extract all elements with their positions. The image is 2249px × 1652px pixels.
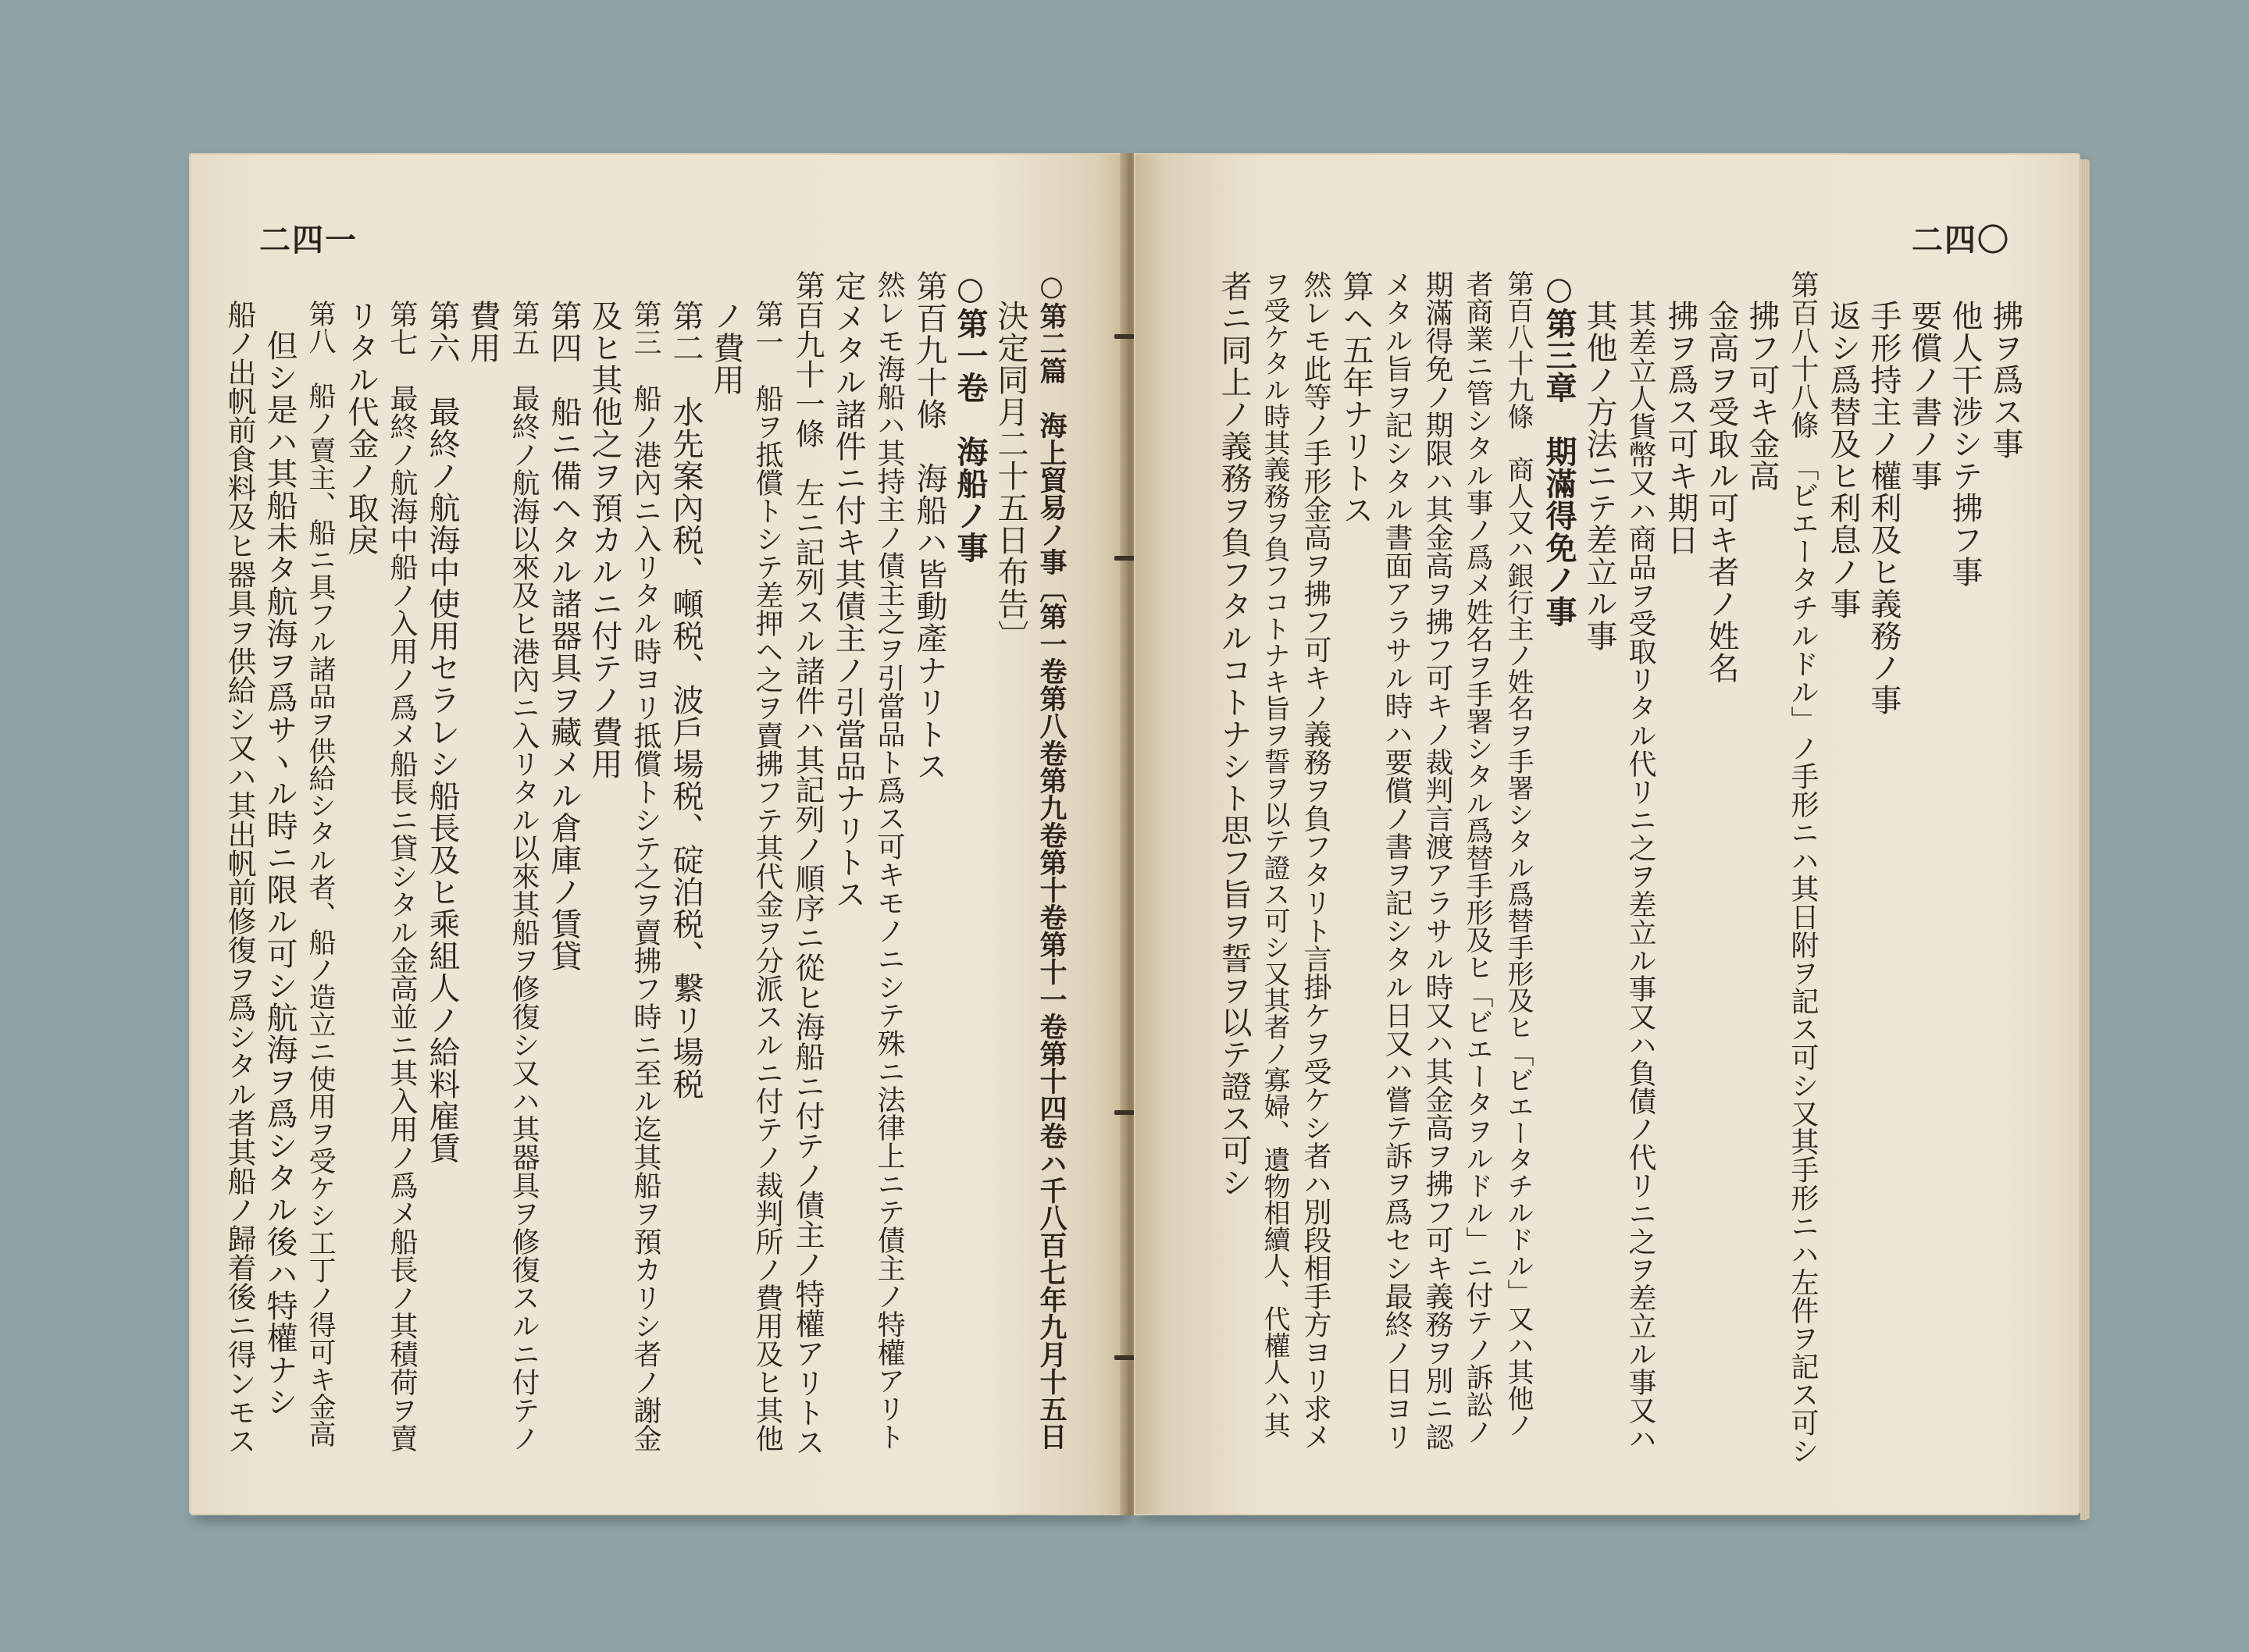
text-line: 手形持主ノ權利及ヒ義務ノ事 — [1866, 300, 1901, 716]
text-line: 其差立人貨幣又ハ商品ヲ受取リタル代リニ之ヲ差立ル事又ハ負債ノ代リニ之ヲ差立ル事又ハ — [1624, 300, 1656, 1452]
text-line: 期滿得免ノ期限ハ其金高ヲ拂フ可キノ裁判言渡アラサル時又ハ其金高ヲ拂フ可キ義務ヲ別ニ認 — [1421, 270, 1453, 1451]
open-book — [189, 153, 2080, 1515]
text-line: 費用 — [465, 300, 501, 364]
text-line: ○第一卷 海船ノ事 — [952, 270, 989, 564]
text-line: ヲ受ケタル時其義務ヲ負フコトナキ旨ヲ誓ヲ以テ證ス可シ又其者ノ寡婦、遺物相續人、代權人ハ其 — [1259, 270, 1290, 1438]
text-line: 然レモ此等ノ手形金高ヲ拂フ可キノ義務ヲ負フタリト言掛ケヲ受ケシ者ハ別段相手方ヨリ求メ — [1299, 270, 1331, 1451]
text-line: ○第三章 期滿得免ノ事 — [1541, 270, 1577, 628]
text-line: 算ヘ五年ナリトス — [1338, 270, 1374, 526]
text-line: 但シ是ハ其船未タ航海ヲ爲サヽル時ニ限ル可シ航海ヲ爲シタル後ハ特權ナシ — [262, 329, 298, 1418]
text-line: ○第二篇 海上貿易ノ事〔第一卷第八卷第九卷第十卷第十一卷第十四卷ハ千八百七年九月十五日 — [1035, 270, 1067, 1450]
left-page — [189, 153, 1126, 1515]
text-line: 返シ爲替及ヒ利息ノ事 — [1825, 300, 1861, 620]
text-line: 要償ノ書ノ事 — [1906, 300, 1942, 492]
text-line: 第百九十條 海船ハ皆動產ナリトス — [911, 270, 947, 782]
text-line: メタル旨ヲ記シタル書面アラサル時ハ要償ノ書ヲ記シタル日又ハ嘗テ訴ヲ爲セシ最終ノ日ヨリ — [1381, 270, 1413, 1451]
text-line: 金高ヲ受取ル可キ者ノ姓名 — [1703, 300, 1739, 684]
text-line: ノ費用 — [708, 300, 744, 396]
text-line: 第八 船ノ賣主、船ニ具フル諸品ヲ供給シタル者、船ノ造立ニ使用ヲ受ケシ工丁ノ得可キ金高 — [305, 300, 336, 1447]
text-line: 第百九十一條 左ニ記列スル諸件ハ其記列ノ順序ニ從ヒ海船ニ付テノ債主ノ特權アリトス — [790, 270, 825, 1457]
text-line: 然レモ海船ハ其持主ノ債主之ヲ引當品ト爲ス可キモノニシテ殊ニ法律上ニテ債主ノ特權アリト — [873, 270, 905, 1451]
text-line: 第六 最終ノ航海中使用セラレシ船長及ヒ乘組人ノ給料雇賃 — [424, 300, 460, 1164]
text-line: リタル代金ノ取戾 — [343, 300, 379, 556]
text-line: 決定同月二十五日布告〕 — [993, 300, 1028, 652]
text-line: 船ノ出帆前食料及ヒ器具ヲ供給シ又ハ其出帆前修復ヲ爲シタル者其船ノ歸着後ニ得ンモス — [223, 300, 256, 1455]
right-page-number: 二四〇 — [1912, 222, 2010, 258]
text-line: 第百八十八條 「ビエータチルドル」ノ手形ニハ其日附ヲ記ス可シ又其手形ニハ左件ヲ記ス可シ — [1787, 270, 1819, 1465]
text-line: 第五 最終ノ航海以來及ヒ港內ニ入リタル以來其船ヲ修復シ又ハ其器具ヲ修復スルニ付テノ — [508, 300, 540, 1452]
right-page — [1134, 153, 2080, 1515]
text-line: 及ヒ其他之ヲ預カルニ付テノ費用 — [586, 300, 622, 780]
text-line: 第三 船ノ港內ニ入リタル時ヨリ抵償トシテ之ヲ賣拂フ時ニ至ル迄其船ヲ預カリシ者ノ謝金 — [629, 300, 661, 1452]
left-page-number: 二四一 — [259, 222, 358, 258]
text-line: 拂ヲ爲ス事 — [1987, 300, 2023, 460]
text-line: 第一 船ヲ抵償トシテ差押ヘ之ヲ賣拂フテ其代金ヲ分派スルニ付テノ裁判所ノ費用及ヒ其他 — [751, 300, 783, 1452]
text-line: 者ニ同上ノ義務ヲ負フタルコトナシト思フ旨ヲ誓ヲ以テ證ス可シ — [1216, 270, 1252, 1198]
text-line: 第七 最終ノ航海中船ノ入用ノ爲メ船長ニ貸シタル金高並ニ其入用ノ爲メ船長ノ其積荷ヲ賣 — [386, 300, 418, 1452]
text-line: 定メタル諸件ニ付キ其債主ノ引當品ナリトス — [830, 270, 866, 910]
text-line: 第二 水先案內税、噸税、波戶場税、碇泊税、繋リ場税 — [668, 300, 704, 1100]
text-line: 其他ノ方法ニテ差立ル事 — [1581, 300, 1617, 652]
text-line: 者商業ニ管シタル事ノ爲メ姓名ヲ手署シタル爲替手形及ヒ「ビエータヲルドル」ニ付テノ訴訟ノ — [1462, 270, 1493, 1445]
text-line: 第百八十九條 商人又ハ銀行主ノ姓名ヲ手署シタル爲替手形及ヒ「ビエータチルドル」又ハ其他ノ — [1502, 270, 1534, 1438]
text-line: 拂フ可キ金高 — [1744, 300, 1780, 492]
text-line: 他人干涉シテ拂フ事 — [1947, 300, 1983, 588]
text-line: 拂ヲ爲ス可キ期日 — [1663, 300, 1698, 556]
text-line: 第四 船ニ備ヘタル諸器具ヲ藏メル倉庫ノ賃貸 — [546, 300, 582, 972]
